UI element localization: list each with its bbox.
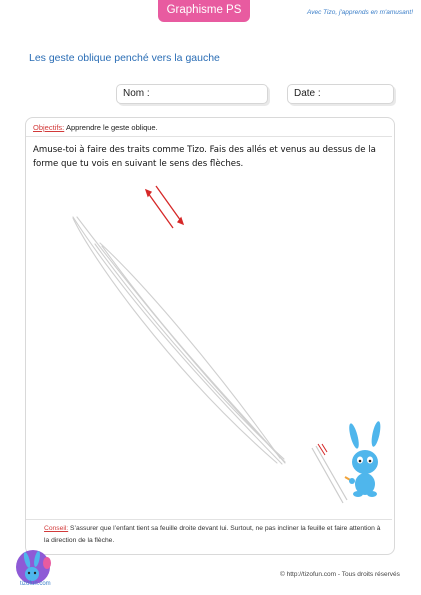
advice-label: Conseil: <box>44 525 69 532</box>
advice-text: S’assurer que l’enfant tient sa feuille droite devant lui. Surtout, ne pas incliner la feuille et faire attention à la direction de la flèche. <box>44 525 381 544</box>
objective-text: Apprendre le geste oblique. <box>65 123 158 132</box>
logo-text: tizofun.com <box>20 581 51 587</box>
objective-label: Objectifs: <box>33 123 65 132</box>
tizo-mascot-icon <box>312 421 382 503</box>
date-label: Date : <box>294 88 321 99</box>
copyright-footer: © http://tizofun.com - Tous droits réservés <box>280 571 400 578</box>
page-title: Les geste oblique penché vers la gauche <box>29 52 220 64</box>
header-tab: Graphisme PS <box>158 0 250 22</box>
name-label: Nom : <box>123 88 150 99</box>
oblique-trace-shape <box>73 217 285 464</box>
double-arrow-icon <box>146 186 183 228</box>
tagline: Avec Tizo, j'apprends en m'amusant! <box>307 9 413 16</box>
tizofun-logo-icon <box>16 550 51 584</box>
instructions-text: Amuse-toi à faire des traits comme Tizo. Fais des allés et venus au dessus de la forme que tu vois en suivant le sens des flèches. <box>33 145 376 169</box>
advice <box>44 523 384 547</box>
divider-bottom <box>26 519 392 520</box>
